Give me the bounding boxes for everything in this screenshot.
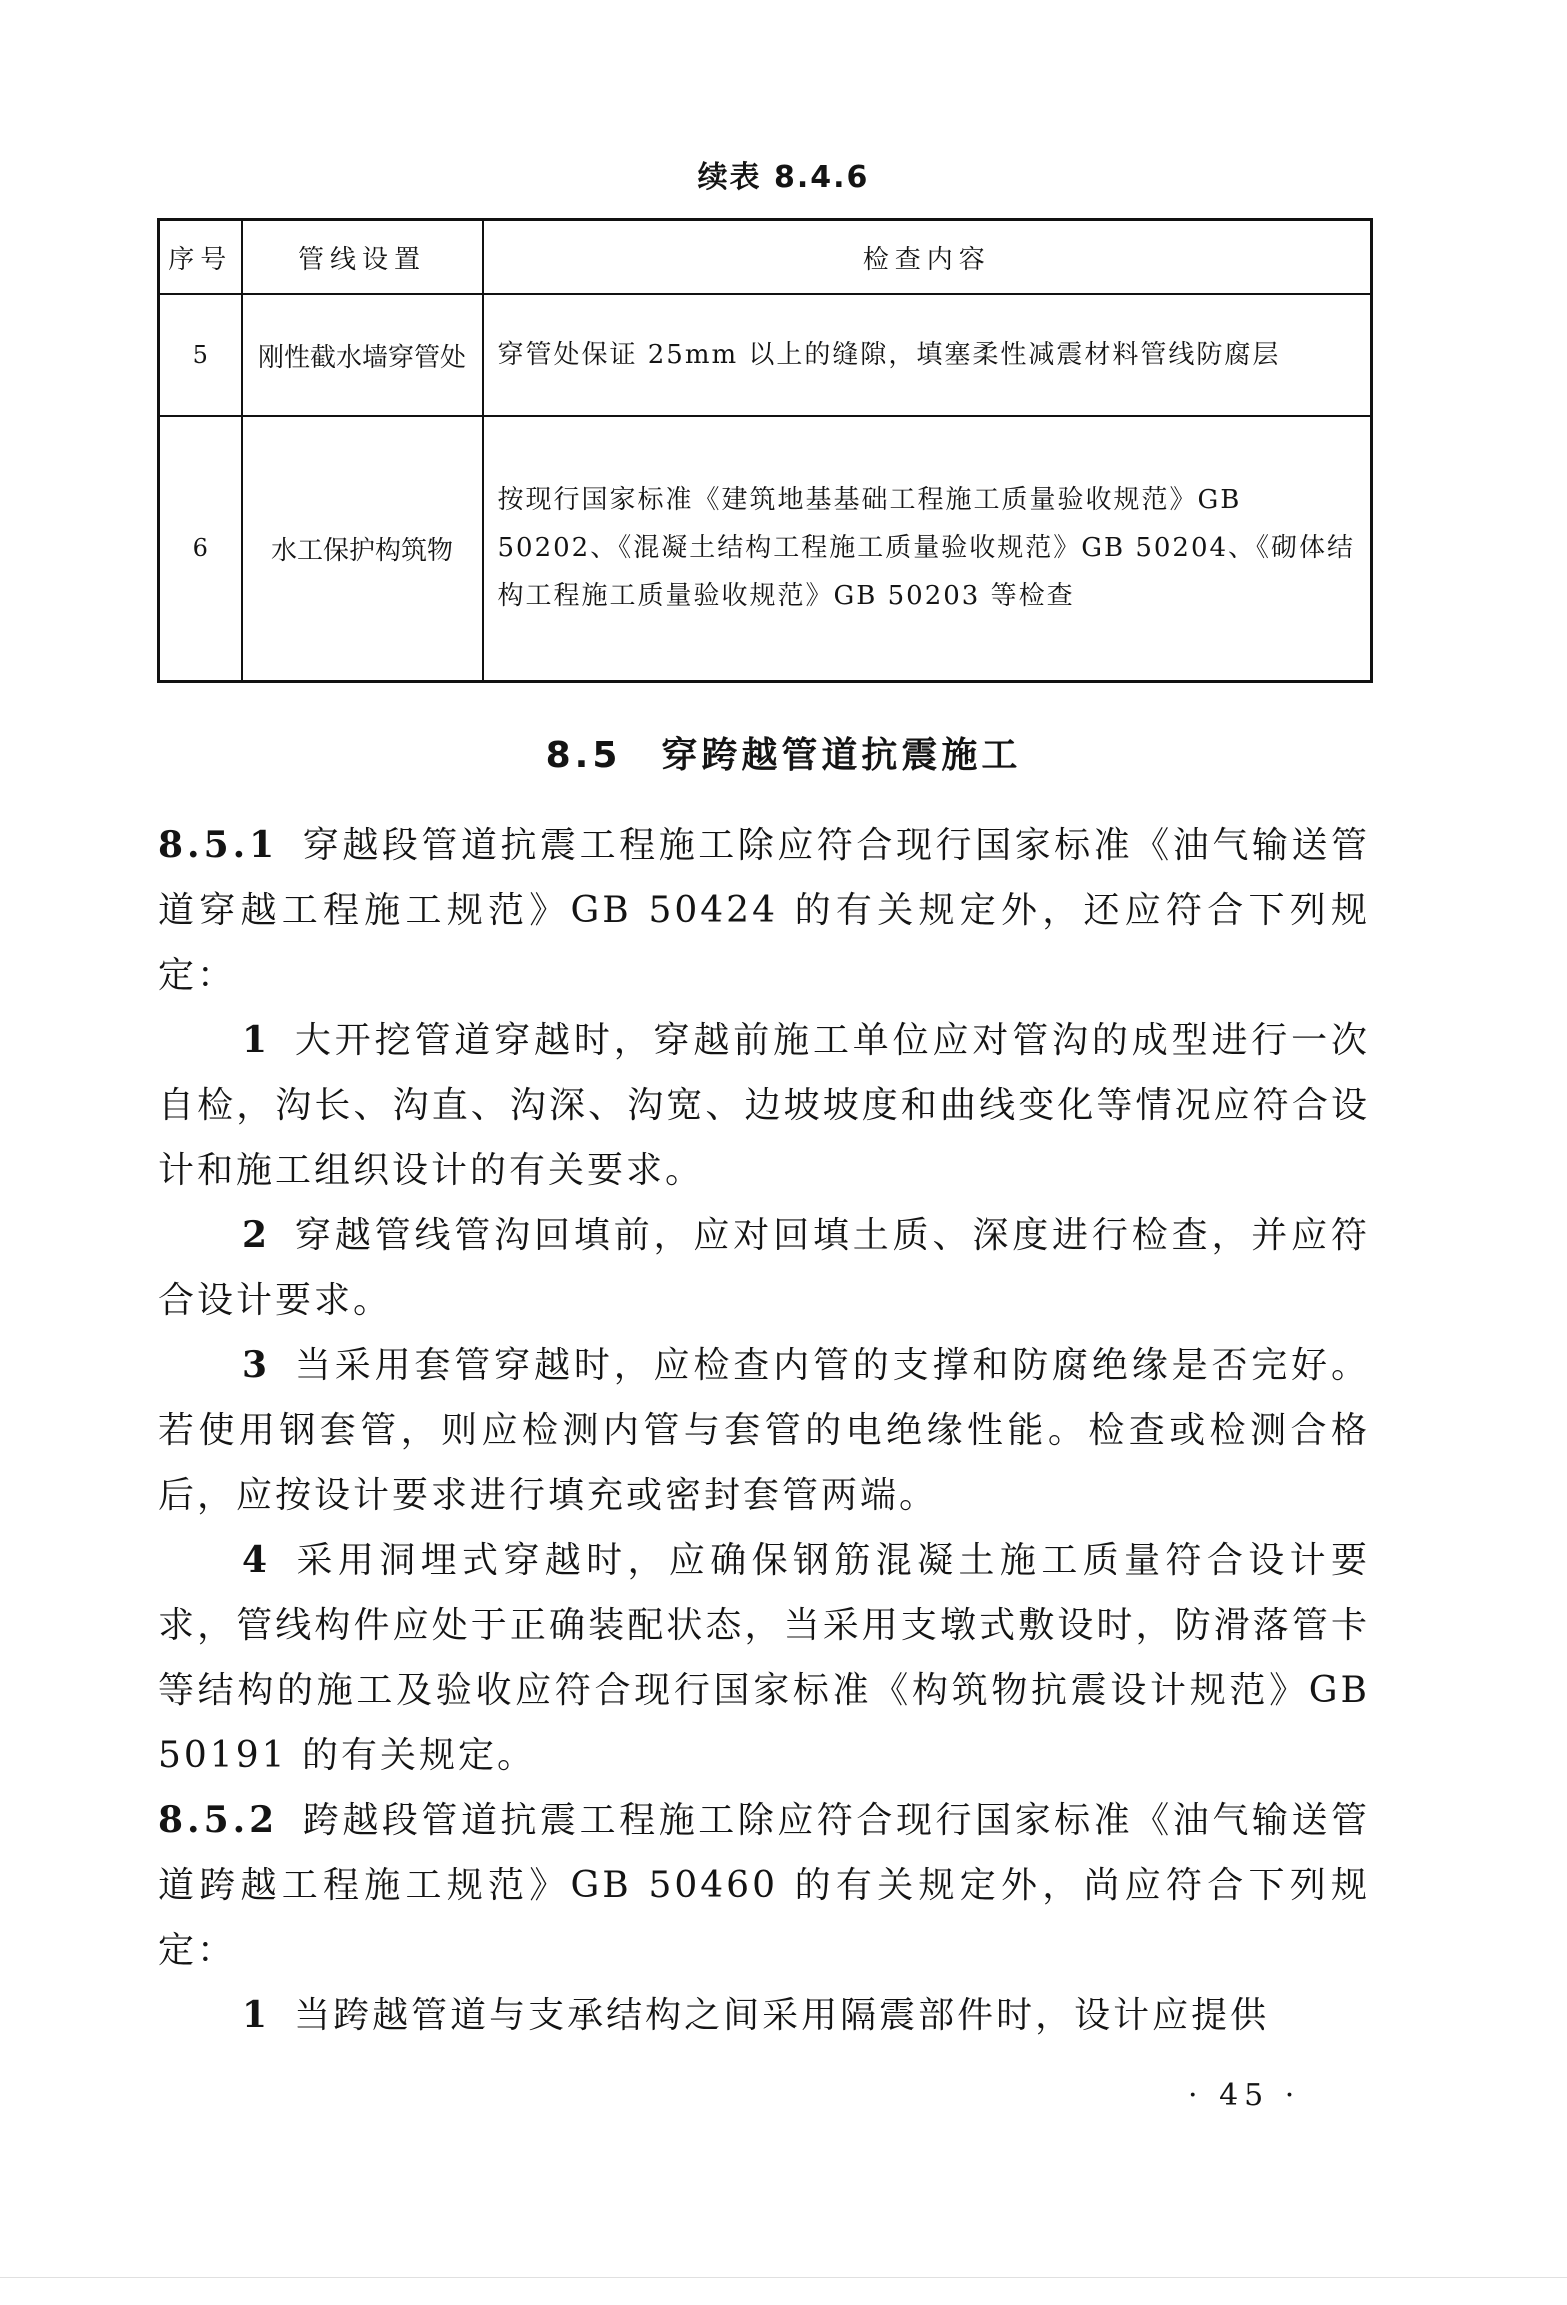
- item-text: 采用洞埋式穿越时，应确保钢筋混凝土施工质量符合设计要求，管线构件应处于正确装配状态，当采用支墩式敷设时，防滑落管卡等结构的施工及验收应符合现行国家标准《构筑物抗震设计规范》GB 50191 的有关规定。: [158, 1540, 1370, 1776]
- row-setting: 刚性截水墙穿管处: [242, 294, 483, 416]
- clause-paragraph: [158, 813, 1370, 1008]
- item-text: 大开挖管道穿越时，穿越前施工单位应对管沟的成型进行一次自检，沟长、沟直、沟深、沟宽、边坡坡度和曲线变化等情况应符合设计和施工组织设计的有关要求。: [158, 1020, 1370, 1191]
- body-text: [158, 813, 1370, 2048]
- header-setting: 管线设置: [242, 220, 483, 295]
- clause-text: 跨越段管道抗震工程施工除应符合现行国家标准《油气输送管道跨越工程施工规范》GB 50460 的有关规定外，尚应符合下列规定：: [158, 1800, 1370, 1971]
- item-number: 2: [242, 1214, 271, 1256]
- item-number: 3: [242, 1344, 271, 1386]
- clause-paragraph: [158, 1788, 1370, 1983]
- clause-number: 8.5.1: [158, 824, 279, 866]
- table-row: [159, 416, 1372, 681]
- bottom-divider: [0, 2277, 1567, 2278]
- list-item: [158, 1008, 1370, 1203]
- list-item: [158, 1983, 1370, 2048]
- header-content: 检查内容: [483, 220, 1372, 295]
- section-title: 8.5 穿跨越管道抗震施工: [545, 735, 1022, 776]
- row-content: 穿管处保证 25mm 以上的缝隙，填塞柔性减震材料管线防腐层: [483, 294, 1372, 416]
- header-index: 序号: [159, 220, 242, 295]
- row-index: 6: [159, 416, 242, 681]
- item-number: 1: [242, 1994, 271, 2036]
- item-text: 穿越管线管沟回填前，应对回填土质、深度进行检查，并应符合设计要求。: [158, 1215, 1370, 1321]
- clause-number: 8.5.2: [158, 1799, 279, 1841]
- page-number: · 45 ·: [1188, 2078, 1301, 2113]
- item-text: 当跨越管道与支承结构之间采用隔震部件时，设计应提供: [294, 1995, 1270, 2036]
- row-setting: 水工保护构筑物: [242, 416, 483, 681]
- table-caption: 续表 8.4.6: [697, 160, 870, 195]
- inspection-table: [157, 218, 1373, 683]
- item-number: 1: [242, 1019, 271, 1061]
- row-content: 按现行国家标准《建筑地基基础工程施工质量验收规范》GB 50202、《混凝土结构工程施工质量验收规范》GB 50204、《砌体结构工程施工质量验收规范》GB 50203 等检查: [483, 416, 1372, 681]
- table-row: [159, 294, 1372, 416]
- clause-text: 穿越段管道抗震工程施工除应符合现行国家标准《油气输送管道穿越工程施工规范》GB 50424 的有关规定外，还应符合下列规定：: [158, 825, 1370, 996]
- list-item: [158, 1203, 1370, 1333]
- list-item: [158, 1333, 1370, 1528]
- item-text: 当采用套管穿越时，应检查内管的支撑和防腐绝缘是否完好。若使用钢套管，则应检测内管与套管的电绝缘性能。检查或检测合格后，应按设计要求进行填充或密封套管两端。: [158, 1345, 1370, 1516]
- table-header-row: [159, 220, 1372, 295]
- list-item: [158, 1528, 1370, 1788]
- item-number: 4: [242, 1539, 271, 1581]
- row-index: 5: [159, 294, 242, 416]
